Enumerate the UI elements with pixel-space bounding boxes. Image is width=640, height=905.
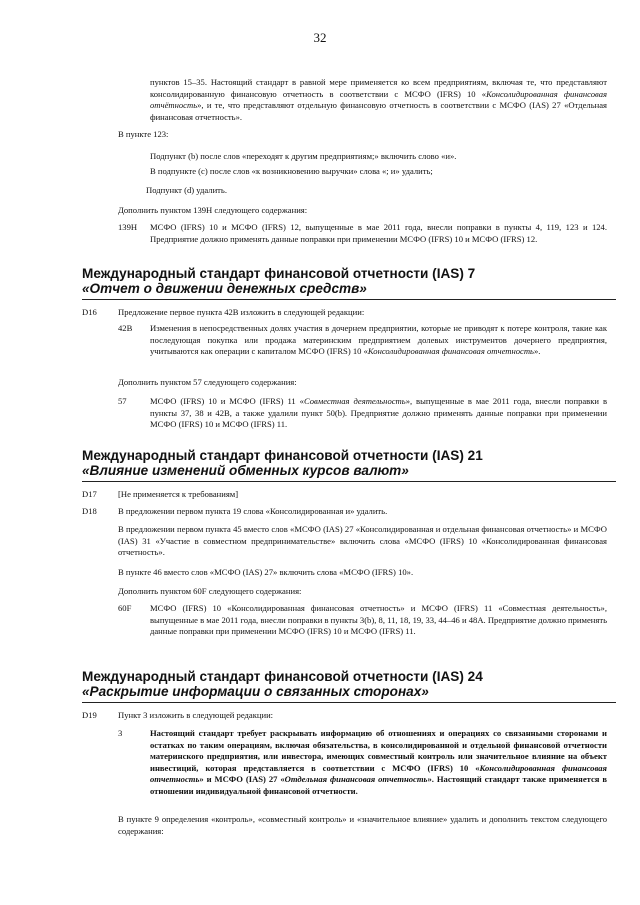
item-text: МСФО (IFRS) 10 «Консолидированная финансовая отчетность» и МСФО (IFRS) 11 «Совместная деятельность», выпущенные в мае 2011 года, внесли поправки в пункты 3(b), 8, 11, 18, 19, 33, 44–46 и 48A. Предприятие должно применять данные поправки при применении МСФО (IFRS) 10 и МСФО (IFRS) 11.: [150, 603, 607, 637]
item-text: Настоящий стандарт требует раскрывать информацию об отношениях и операциях со связанными сторонами и остатках по таким операциям, включая обязательства, в консолидированной и отдельной финансовой отчетности материнского предприятия, или инвестора, имеющих совместный контроль или значительное влияние на объект инвестиций, которая представляется в соответствии с МСФО (IFRS) 10 «Консолидированная финансовая отчетность» и МСФО (IAS) 27 «Отдельная финансовая отчетность». Настоящий стандарт также применяется в отношении индивидуальной финансовой отчетности.: [150, 728, 607, 796]
paragraph: В пункте 46 вместо слов «МСФО (IAS) 27» включить слова «МСФО (IFRS) 10».: [118, 567, 414, 577]
item-label: 42B: [118, 323, 133, 333]
paragraph: пунктов 15–35. Настоящий стандарт в равной мере применяется ко всем предприятиям, включая те, что представляют консолидированную финансовую отчетность в соответствии с МСФО (IFRS) 10 «Консолидированная финансовая отчётность», и те, что представляют отдельную финансовую отчетность в соответствии с МСФО (IAS) 27 «Отдельная финансовая отчетность».: [150, 77, 608, 122]
section-heading: Международный стандарт финансовой отчетности (IAS) 21 «Влияние изменений обменных курсов валют»: [82, 448, 483, 478]
paragraph: В подпункте (c) после слов «к возникновению выручки» слова «; и» удалить;: [150, 166, 433, 176]
paragraph: В пункте 9 определения «контроль», «совместный контроль» и «значительное влияние» удалить и дополнить текстом следующего содержания:: [118, 814, 607, 836]
item-label: 139H: [118, 222, 138, 232]
paragraph: Подпункт (b) после слов «переходят к другим предприятиям;» включить слово «и».: [150, 151, 457, 161]
section-divider: [82, 702, 616, 703]
item-label: 57: [118, 396, 127, 406]
item-text: МСФО (IFRS) 10 и МСФО (IFRS) 11 «Совместная деятельность», выпущенные в мае 2011 года, внесли поправки в пункты 37, 38 и 42B, а также удалили пункт 50(b). Предприятие должно применять данные поправки при применении МСФО (IFRS) 10 и МСФО (IFRS) 11.: [150, 396, 607, 430]
paragraph: В предложении первом пункта 45 вместо слов «МСФО (IAS) 27 «Консолидированная и отдельная финансовая отчетность» и МСФО (IAS) 31 «Участие в совместном предпринимательстве» включить слова «МСФО (IFRS) 10 «Консолидированная финансовая отчетность».: [118, 524, 607, 558]
paragraph: В предложении первом пункта 19 слова «Консолидированная и» удалить.: [118, 506, 388, 516]
paragraph: Дополнить пунктом 60F следующего содержания:: [118, 586, 302, 596]
item-label: D16: [82, 307, 97, 317]
item-label: D19: [82, 710, 97, 720]
item-label: D18: [82, 506, 97, 516]
section-heading: Международный стандарт финансовой отчетности (IAS) 24 «Раскрытие информации о связанных сторонах»: [82, 669, 483, 699]
section-divider: [82, 481, 616, 482]
item-label: 60F: [118, 603, 132, 613]
item-label: D17: [82, 489, 97, 499]
paragraph: Дополнить пунктом 57 следующего содержания:: [118, 377, 297, 387]
item-text: Изменения в непосредственных долях участия в дочернем предприятии, которые не приводят к потере контроля, такие как последующая покупка или продажа материнским предприятием долевых инструментов дочернего предприятия, учитываются как операции с капиталом МСФО (IFRS) 10 «Консолидированная финансовая отчетность».: [150, 323, 607, 357]
item-label: 3: [118, 728, 123, 738]
paragraph: Предложение первое пункта 42B изложить в следующей редакции:: [118, 307, 365, 317]
paragraph: Пункт 3 изложить в следующей редакции:: [118, 710, 274, 720]
section-heading: Международный стандарт финансовой отчетности (IAS) 7 «Отчет о движении денежных средств»: [82, 266, 476, 296]
item-text: МСФО (IFRS) 10 и МСФО (IFRS) 12, выпущенные в мае 2011 года, внесли поправки в пункты 4, 119, 123 и 124. Предприятие должно применять данные поправки при применении МСФО (IFRS) 10 и МСФО (IFRS) 12.: [150, 222, 607, 244]
paragraph: В пункте 123:: [118, 129, 169, 139]
paragraph: Подпункт (d) удалить.: [146, 185, 227, 195]
page-number: 32: [313, 30, 327, 45]
paragraph: [Не применяется к требованиям]: [118, 489, 239, 499]
section-divider: [82, 299, 616, 300]
paragraph: Дополнить пунктом 139H следующего содержания:: [118, 205, 308, 215]
